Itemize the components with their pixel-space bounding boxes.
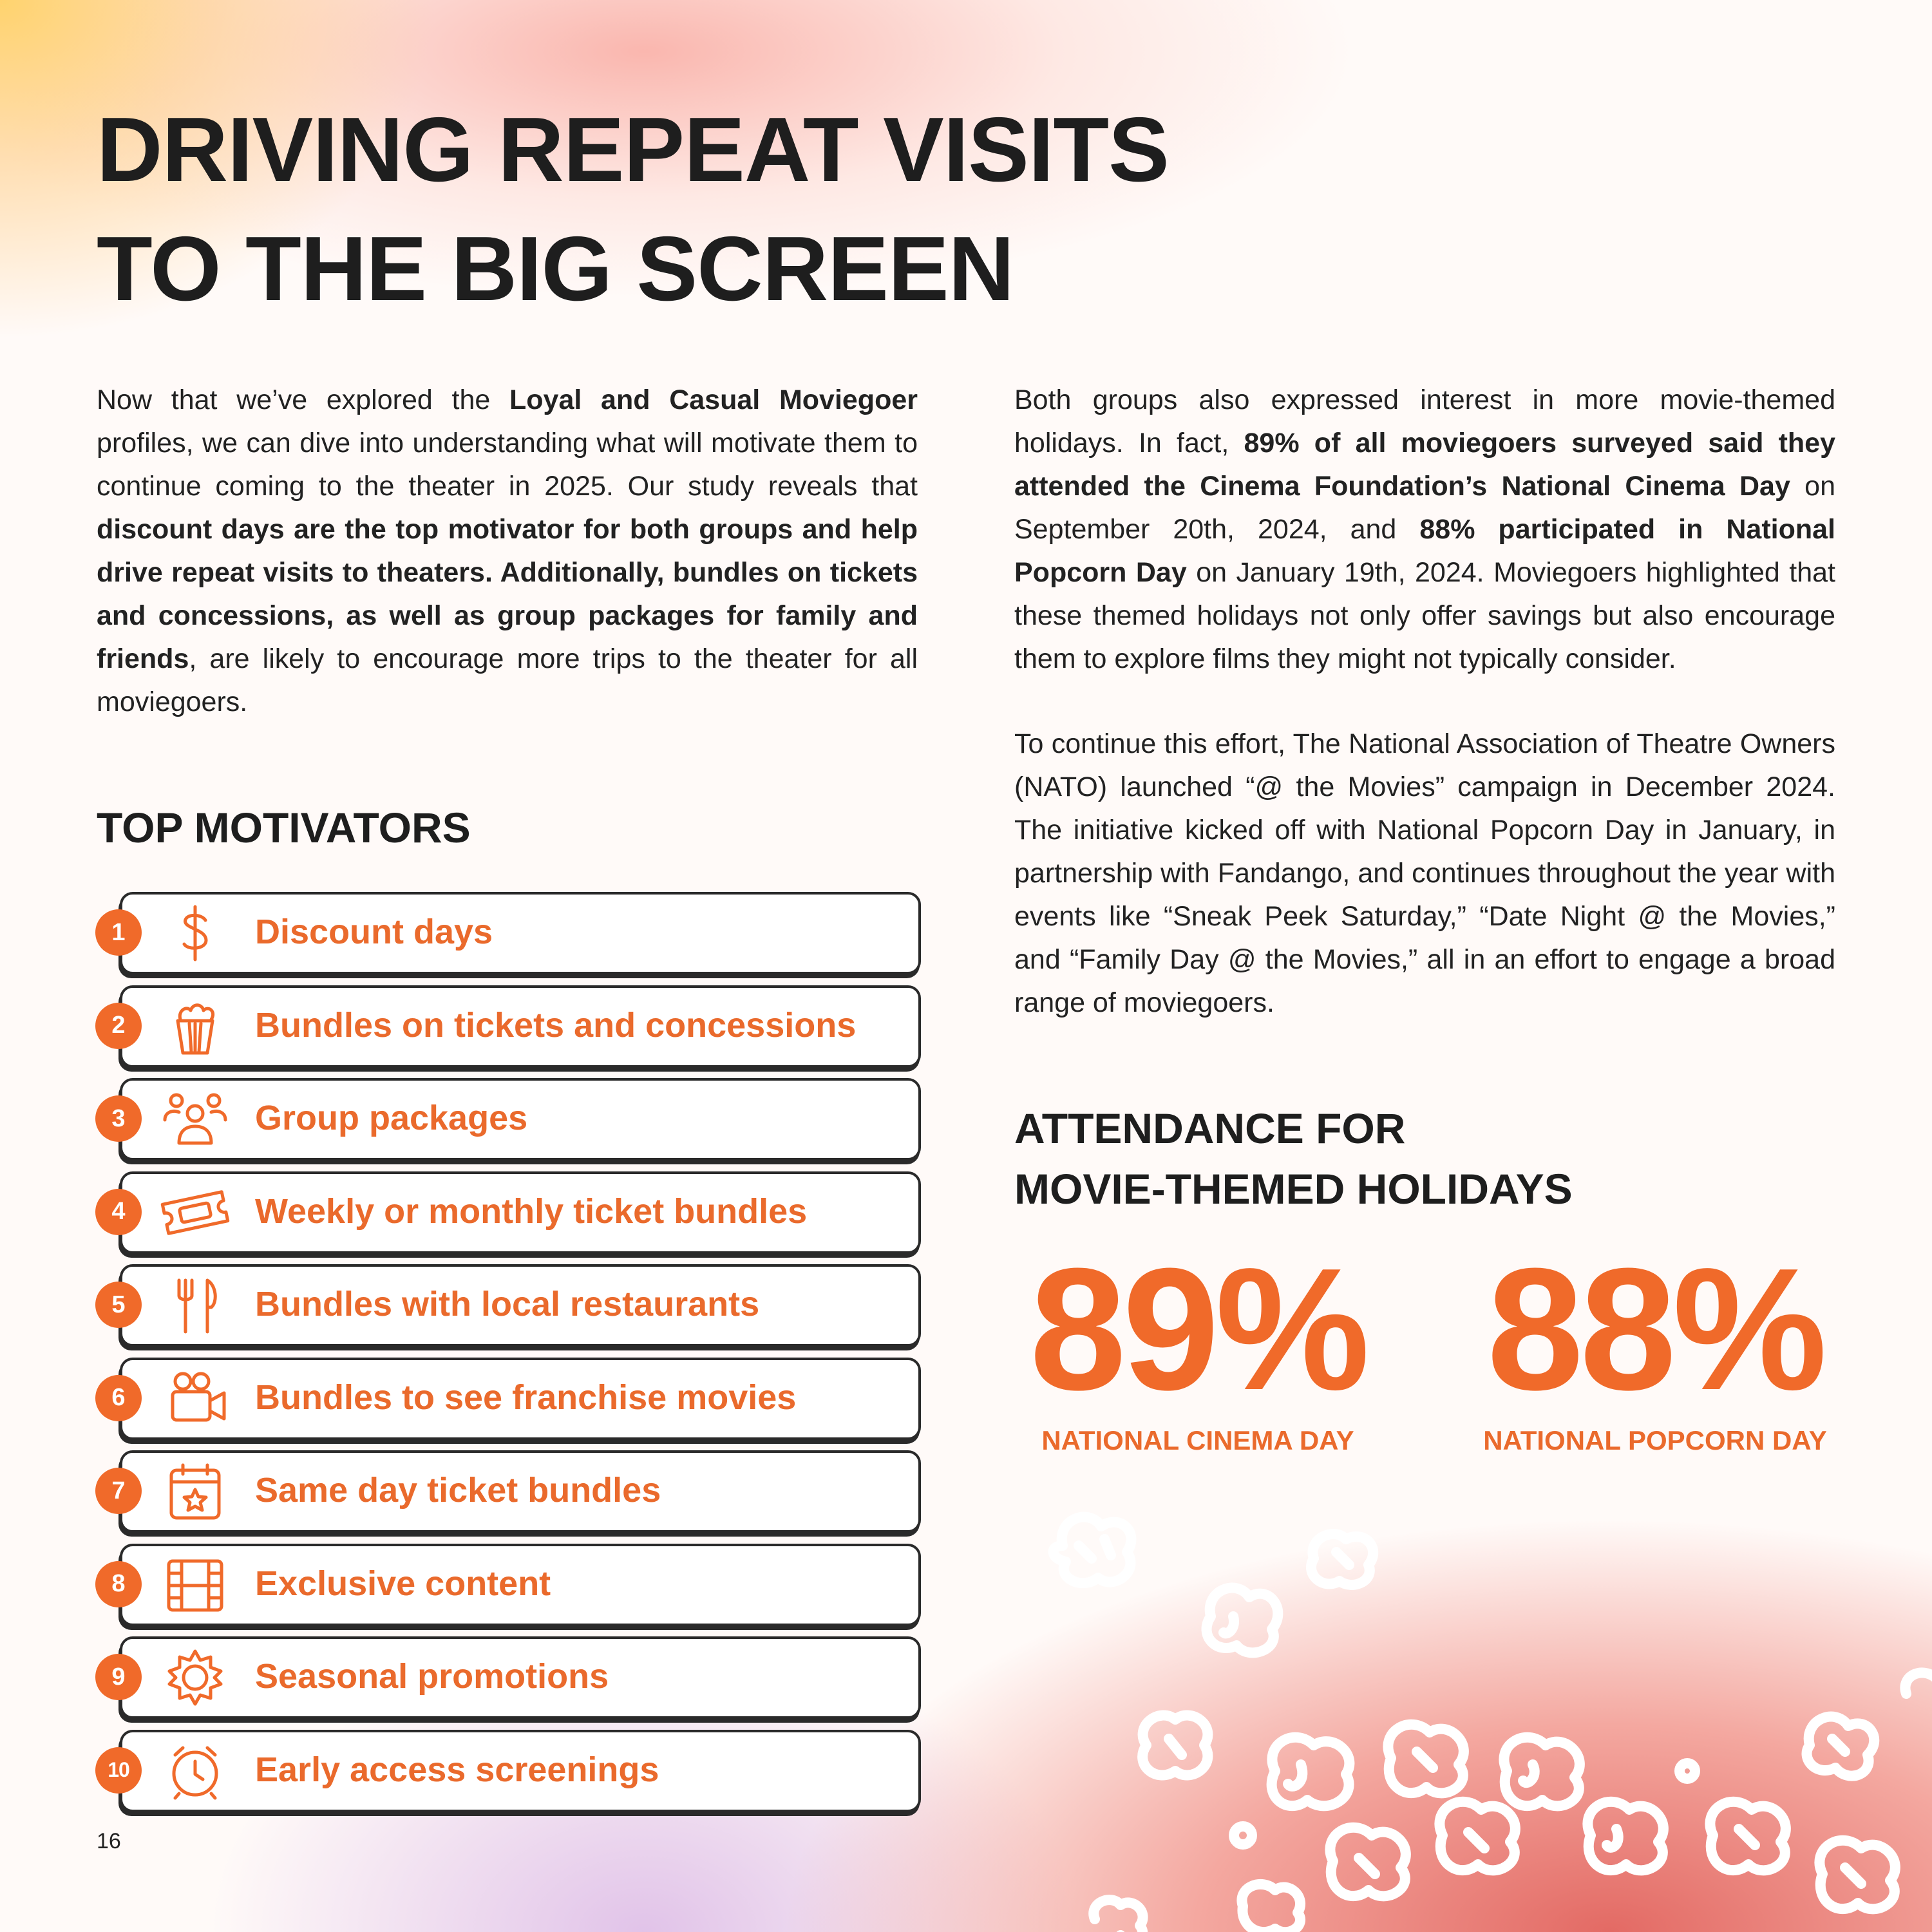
motivator-number: 6 [95,1375,142,1421]
popcorn-illustration [1030,1501,1932,1932]
page-number: 16 [97,1829,121,1853]
sun-icon [160,1649,231,1707]
motivator-item [95,1078,920,1159]
motivator-number: 4 [95,1189,142,1235]
intro-paragraph: Now that we’ve explored the Loyal and Casual Moviegoer profiles, we can dive into understanding what will motivate them to continue coming to the theater in 2025. Our study reveals that discount days are the top motivator for both groups and help drive repeat visits to theaters. Additionally, bundles on tickets and concessions, as well as group packages for family and friends, are likely to encourage more trips to the theater for all moviegoers. [97,384,918,717]
group-icon [160,1090,231,1148]
page-title [97,90,1169,328]
movie-camera-icon [160,1370,231,1428]
attendance-title [1014,1098,1573,1219]
motivator-number: 3 [95,1095,142,1142]
motivator-number: 9 [95,1654,142,1700]
motivator-number: 5 [95,1282,142,1328]
fork-knife-icon [160,1276,231,1334]
motivator-item [95,1730,920,1811]
motivator-item [95,892,920,973]
motivator-label: Bundles to see franchise movies [255,1378,797,1417]
stat-label: NATIONAL POPCORN DAY [1483,1425,1827,1455]
motivator-item [95,1636,920,1718]
motivator-item [95,985,920,1066]
attendance-title-line-2: MOVIE-THEMED HOLIDAYS [1014,1165,1573,1213]
alarm-clock-icon [160,1742,231,1800]
stat-national-popcorn-day [1468,1233,1842,1457]
motivator-number: 7 [95,1468,142,1514]
popcorn-icon [160,998,231,1056]
motivator-item [95,1171,920,1253]
dollar-icon [160,904,231,962]
motivator-frame [120,892,921,974]
stat-value: 89% [1029,1233,1367,1426]
motivator-label: Same day ticket bundles [255,1471,661,1510]
holidays-paragraph: Both groups also expressed interest in more movie-themed holidays. In fact, 89% of all moviegoers surveyed said they attended the Cinema Foundation’s National Cinema Day on September 20th, 2024, and 88% participated in National Popcorn Day on January 19th, 2024. Moviegoers highlighted that these themed holidays not only offer savings but also encourage them to explore films they might not typically consider. [1014,384,1835,674]
page-title-line-1: DRIVING REPEAT VISITS [97,99,1169,201]
top-motivators-title: TOP MOTIVATORS [97,804,471,851]
motivator-label: Exclusive content [255,1564,551,1603]
attendance-title-line-1: ATTENDANCE FOR [1014,1104,1406,1152]
stat-label: NATIONAL CINEMA DAY [1041,1425,1354,1455]
motivators-list [95,892,920,1823]
motivator-label: Bundles with local restaurants [255,1285,760,1323]
motivator-label: Early access screenings [255,1750,659,1789]
motivator-label: Weekly or monthly ticket bundles [255,1191,808,1231]
motivator-item [95,1544,920,1625]
motivator-label: Discount days [255,913,493,951]
motivator-label: Group packages [255,1099,528,1137]
motivator-number: 8 [95,1561,142,1607]
stat-national-cinema-day [1011,1233,1385,1457]
calendar-star-icon [160,1463,231,1520]
motivator-item [95,1264,920,1345]
film-strip-icon [160,1556,231,1614]
motivator-item [95,1358,920,1439]
motivator-number: 10 [95,1747,142,1794]
ticket-icon [160,1184,231,1242]
motivator-item [95,1450,920,1531]
campaign-paragraph: To continue this effort, The National Association of Theatre Owners (NATO) launched “@ the Movies” campaign in December 2024. The initiative kicked off with National Popcorn Day in January, in partnership with Fandango, and continues throughout the year with events like “Sneak Peek Saturday,” “Date Night @ the Movies,” and “Family Day @ the Movies,” all in an effort to engage a broad range of moviegoers. [1014,728,1835,1018]
motivator-label: Seasonal promotions [255,1657,609,1696]
stat-value: 88% [1486,1233,1824,1426]
motivator-label: Bundles on tickets and concessions [255,1005,857,1045]
motivator-number: 2 [95,1003,142,1049]
motivator-number: 1 [95,909,142,956]
page-title-line-2: TO THE BIG SCREEN [97,218,1014,320]
